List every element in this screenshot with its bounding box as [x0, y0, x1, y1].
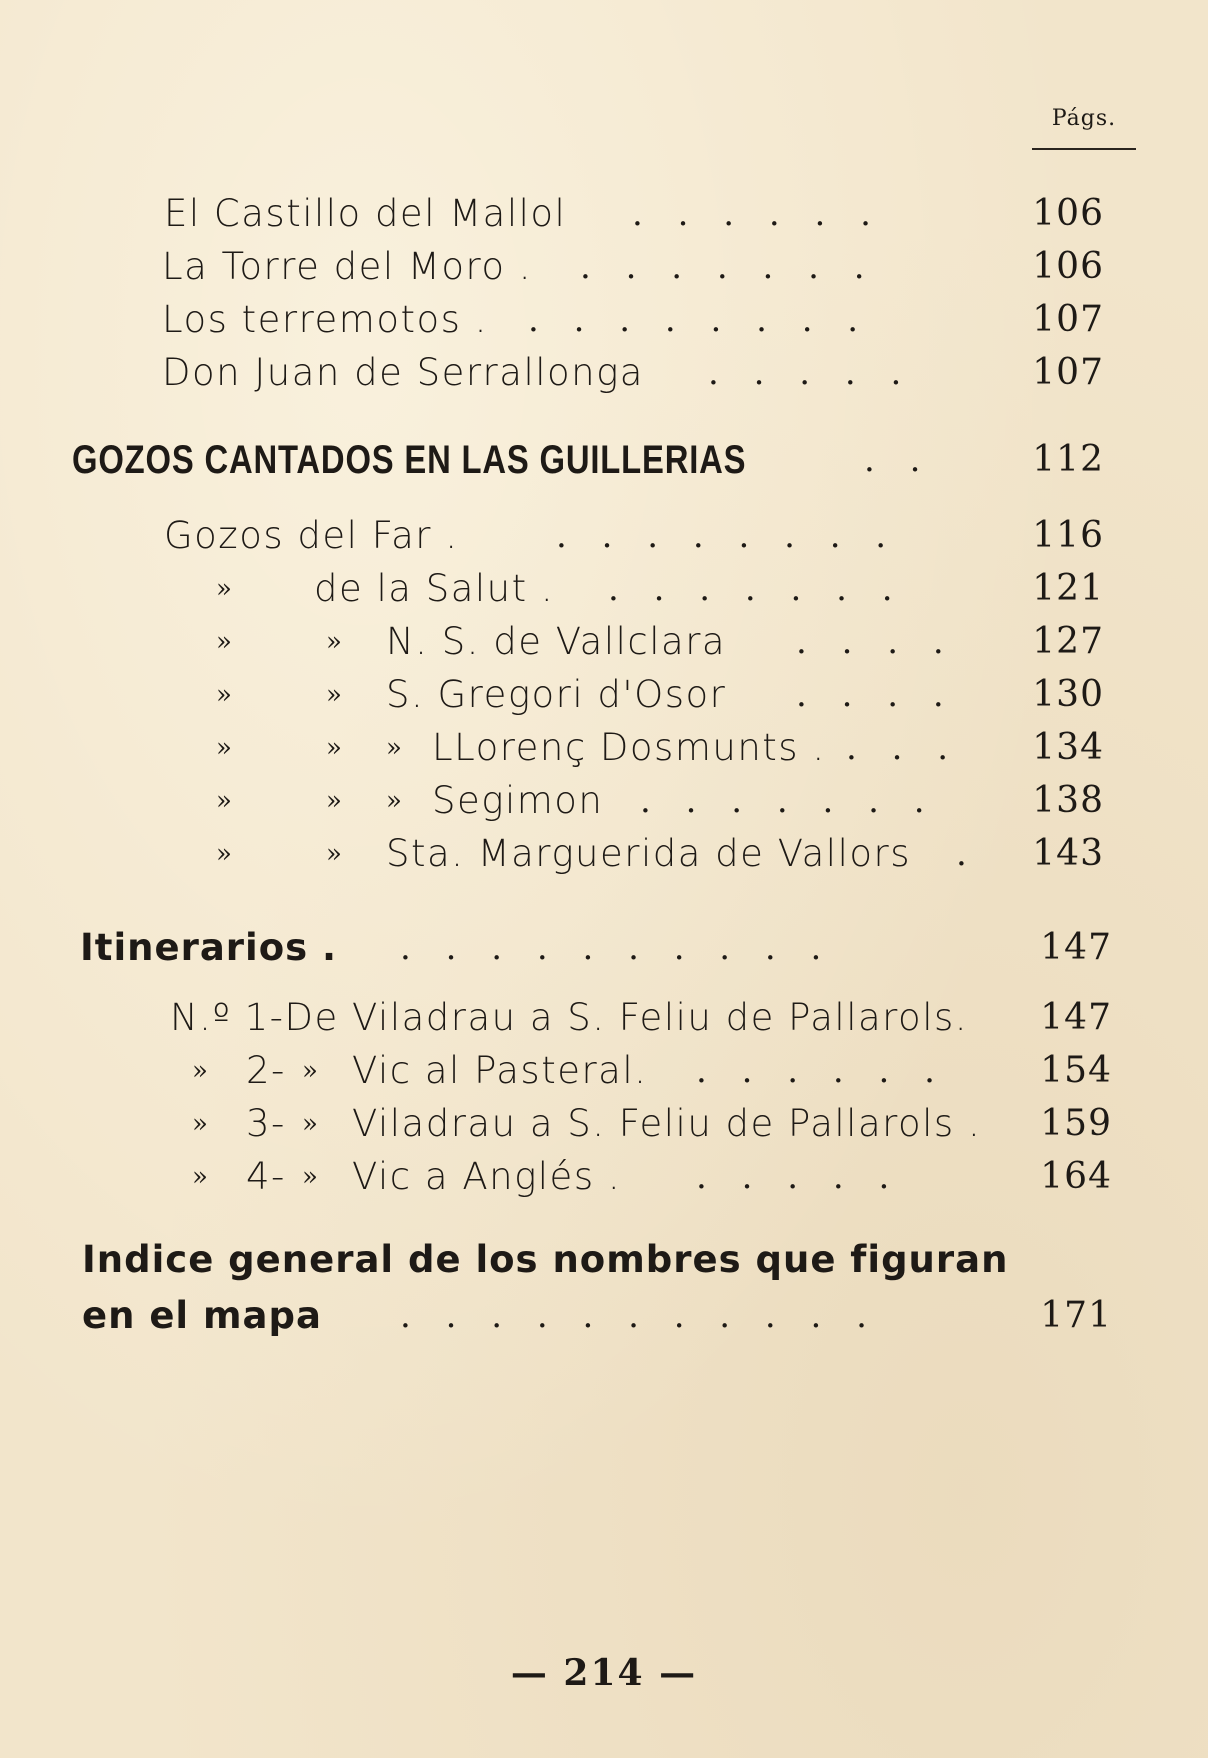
leader-dots: . . . . . . . .: [528, 300, 859, 340]
entry-title: de la Salut .: [314, 567, 555, 610]
entry-number: 4-: [246, 1155, 286, 1198]
entry-page: 107: [1032, 299, 1104, 340]
entry-page: 147: [1040, 997, 1112, 1038]
leader-dots: . . . . . . . .: [556, 516, 887, 556]
leader-dots: .: [956, 834, 967, 874]
section-title: GOZOS CANTADOS EN LAS GUILLERIAS: [72, 438, 747, 482]
entry-title: Sta. Marguerida de Vallors: [386, 832, 911, 875]
section-title: Itinerarios .: [80, 926, 338, 969]
ditto-mark: »: [216, 786, 232, 816]
ditto-mark: »: [192, 1056, 208, 1086]
leader-dots: . . . . . . . . . . .: [400, 1296, 867, 1336]
pages-column-header: Págs.: [1051, 106, 1117, 131]
entry-page: 164: [1040, 1156, 1112, 1197]
header-rule: [1032, 148, 1136, 150]
section-title: Indice general de los nombres que figuran: [82, 1238, 1009, 1281]
toc-entry: [0, 1151, 1208, 1203]
entry-title: La Torre del Moro .: [162, 245, 533, 288]
entry-page: 112: [1032, 439, 1104, 480]
entry-title: S. Gregori d'Osor: [386, 673, 727, 716]
leader-dots: . . . . . . .: [640, 781, 925, 821]
entry-title: Segimon: [432, 779, 604, 822]
entry-page: 138: [1032, 780, 1104, 821]
leader-dots: . . . . . . . . . .: [400, 928, 822, 968]
leader-dots: . . . . . .: [696, 1051, 935, 1091]
toc-entry: [0, 294, 1208, 346]
entry-page: 106: [1032, 193, 1104, 234]
toc-entry: [0, 992, 1208, 1044]
entry-title: Los terremotos .: [162, 298, 488, 341]
ditto-mark: »: [302, 1056, 318, 1086]
toc-section-heading: [0, 1234, 1208, 1286]
ditto-mark: »: [386, 733, 402, 763]
entry-title: El Castillo del Mallol: [164, 192, 567, 235]
leader-dots: . .: [864, 440, 921, 480]
entry-number: 2-: [246, 1049, 286, 1092]
entry-page: 171: [1040, 1295, 1112, 1336]
entry-title: Gozos del Far .: [164, 514, 459, 557]
section-title: en el mapa: [82, 1294, 322, 1337]
toc-entry: [0, 828, 1208, 880]
toc-entry: [0, 347, 1208, 399]
entry-page: 159: [1040, 1103, 1112, 1144]
ditto-mark: »: [192, 1162, 208, 1192]
toc-entry: [0, 188, 1208, 240]
ditto-mark: »: [326, 680, 342, 710]
ditto-mark: »: [216, 733, 232, 763]
entry-page: 134: [1032, 727, 1104, 768]
ditto-mark: »: [326, 733, 342, 763]
ditto-mark: »: [216, 574, 232, 604]
ditto-mark: »: [216, 839, 232, 869]
ditto-mark: »: [216, 627, 232, 657]
ditto-mark: »: [326, 627, 342, 657]
page-number-footer: — 214 —: [510, 1652, 698, 1694]
entry-title: Don Juan de Serrallonga: [162, 351, 644, 394]
leader-dots: . . . .: [796, 675, 944, 715]
toc-entry: [0, 775, 1208, 827]
leader-dots: . . .: [846, 728, 949, 768]
entry-title: N.º 1-De Viladrau a S. Feliu de Pallarols.: [170, 996, 969, 1039]
toc-section-heading: [0, 434, 1208, 486]
toc-entry: [0, 669, 1208, 721]
toc-entry: [0, 1045, 1208, 1097]
entry-page: 116: [1032, 515, 1104, 556]
leader-dots: . . . . . . .: [580, 247, 865, 287]
entry-page: 106: [1032, 246, 1104, 287]
ditto-mark: »: [386, 786, 402, 816]
entry-page: 143: [1032, 833, 1104, 874]
entry-page: 127: [1032, 621, 1104, 662]
entry-title: LLorenç Dosmunts .: [432, 726, 826, 769]
entry-title: Vic al Pasteral.: [352, 1049, 648, 1092]
ditto-mark: »: [326, 786, 342, 816]
toc-entry: [0, 241, 1208, 293]
ditto-mark: »: [192, 1109, 208, 1139]
entry-title: N. S. de Vallclara: [386, 620, 727, 663]
entry-number: 3-: [246, 1102, 286, 1145]
toc-entry: [0, 616, 1208, 668]
entry-page: 154: [1040, 1050, 1112, 1091]
ditto-mark: »: [326, 839, 342, 869]
toc-entry: [0, 722, 1208, 774]
entry-page: 147: [1040, 927, 1112, 968]
toc-entry: [0, 563, 1208, 615]
ditto-mark: »: [216, 680, 232, 710]
leader-dots: . . . .: [796, 622, 944, 662]
leader-dots: . . . . .: [696, 1157, 890, 1197]
toc-entry: [0, 510, 1208, 562]
entry-page: 121: [1032, 568, 1104, 609]
ditto-mark: »: [302, 1109, 318, 1139]
leader-dots: . . . . . . .: [608, 569, 893, 609]
toc-section-heading: [0, 922, 1208, 974]
entry-page: 130: [1032, 674, 1104, 715]
entry-title: Vic a Anglés .: [352, 1155, 622, 1198]
toc-entry: [0, 1098, 1208, 1150]
entry-title: Viladrau a S. Feliu de Pallarols .: [352, 1102, 982, 1145]
entry-page: 107: [1032, 352, 1104, 393]
leader-dots: . . . . . .: [632, 194, 871, 234]
toc-section-heading-continued: [0, 1290, 1208, 1342]
leader-dots: . . . . .: [708, 353, 902, 393]
ditto-mark: »: [302, 1162, 318, 1192]
